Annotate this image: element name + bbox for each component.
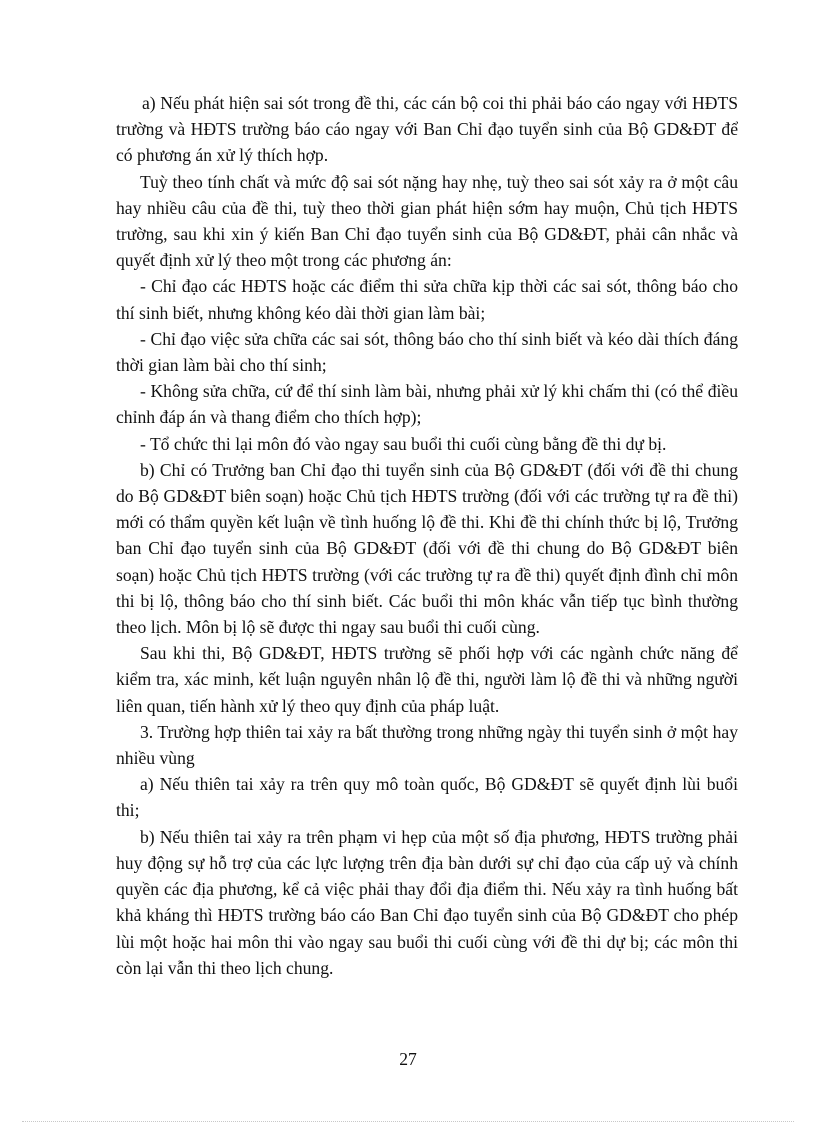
- page-number: 27: [399, 1049, 417, 1069]
- section-heading-natural-disaster: 3. Trường hợp thiên tai xảy ra bất thường trong những ngày thi tuyển sinh ở một hay nhiều vùng: [116, 721, 738, 769]
- paragraph-nationwide-disaster: a) Nếu thiên tai xảy ra trên quy mô toàn quốc, Bộ GD&ĐT sẽ quyết định lùi buổi thi;: [116, 774, 738, 821]
- paragraph-local-disaster: b) Nếu thiên tai xảy ra trên phạm vi hẹp của một số địa phương, HĐTS trường phải huy động sự hỗ trợ của các lực lượng trên địa bàn dưới sự chỉ đạo của cấp uỷ và chính quyền các địa phương, kể cả việc phải thay đổi địa điểm thi. Nếu xảy ra tình huống bất khả kháng thì HĐTS trường báo cáo Ban Chỉ đạo tuyển sinh của Bộ GD&ĐT cho phép lùi một hoặc hai môn thi vào ngay sau buổi thi cuối cùng với đề thi dự bị; các môn thi còn lại vẫn thi theo lịch chung.: [116, 826, 738, 978]
- paragraph-error-report: a) Nếu phát hiện sai sót trong đề thi, các cán bộ coi thi phải báo cáo ngay với HĐTS trường và HĐTS trường báo cáo ngay với Ban Chỉ đạo tuyển sinh của Bộ GD&ĐT để có phương án xử lý thích hợp.: [116, 93, 738, 166]
- page-bottom-divider: [22, 1121, 794, 1122]
- paragraph-severity-options: Tuỳ theo tính chất và mức độ sai sót nặng hay nhẹ, tuỳ theo sai sót xảy ra ở một câu hay nhiều câu của đề thi, tuỳ theo thời gian phát hiện sớm hay muộn, Chủ tịch HĐTS trường, sau khi xin ý kiến Ban Chỉ đạo tuyển sinh của Bộ GD&ĐT, phải cân nhắc và quyết định xử lý theo một trong các phương án:: [116, 171, 738, 271]
- list-item-handle-at-grading: - Không sửa chữa, cứ để thí sinh làm bài, nhưng phải xử lý khi chấm thi (có thể điều chỉnh đáp án và thang điểm cho thích hợp);: [116, 381, 738, 428]
- body-text: [116, 90, 738, 981]
- list-item-fix-without-extension: - Chỉ đạo các HĐTS hoặc các điểm thi sửa chữa kịp thời các sai sót, thông báo cho thí sinh biết, nhưng không kéo dài thời gian làm bài;: [116, 276, 738, 323]
- list-item-retake-exam: - Tổ chức thi lại môn đó vào ngay sau buổi thi cuối cùng bằng đề thi dự bị.: [140, 433, 667, 454]
- list-item-fix-with-extension: - Chỉ đạo việc sửa chữa các sai sót, thông báo cho thí sinh biết và kéo dài thích đáng thời gian làm bài cho thí sinh;: [116, 328, 738, 376]
- paragraph-after-exam-investigation: Sau khi thi, Bộ GD&ĐT, HĐTS trường sẽ phối hợp với các ngành chức năng để kiểm tra, xác minh, kết luận nguyên nhân lộ đề thi, người làm lộ đề thi và những người liên quan, tiến hành xử lý theo quy định của pháp luật.: [116, 643, 738, 716]
- paragraph-exam-leak: b) Chỉ có Trưởng ban Chỉ đạo thi tuyển sinh của Bộ GD&ĐT (đối với đề thi chung do Bộ GD&ĐT biên soạn) hoặc Chủ tịch HĐTS trường (đối với các trường tự ra đề thi) mới có thẩm quyền kết luận về tình huống lộ đề thi. Khi đề thi chính thức bị lộ, Trưởng ban Chỉ đạo tuyển sinh của Bộ GD&ĐT (đối với đề thi chung do Bộ GD&ĐT biên soạn) hoặc Chủ tịch HĐTS trường (với các trường tự ra đề thi) quyết định đình chỉ môn thi bị lộ, thông báo cho thí sinh biết. Các buổi thi môn khác vẫn tiếp tục bình thường theo lịch. Môn bị lộ sẽ được thi ngay sau buổi thi cuối cùng.: [116, 459, 738, 638]
